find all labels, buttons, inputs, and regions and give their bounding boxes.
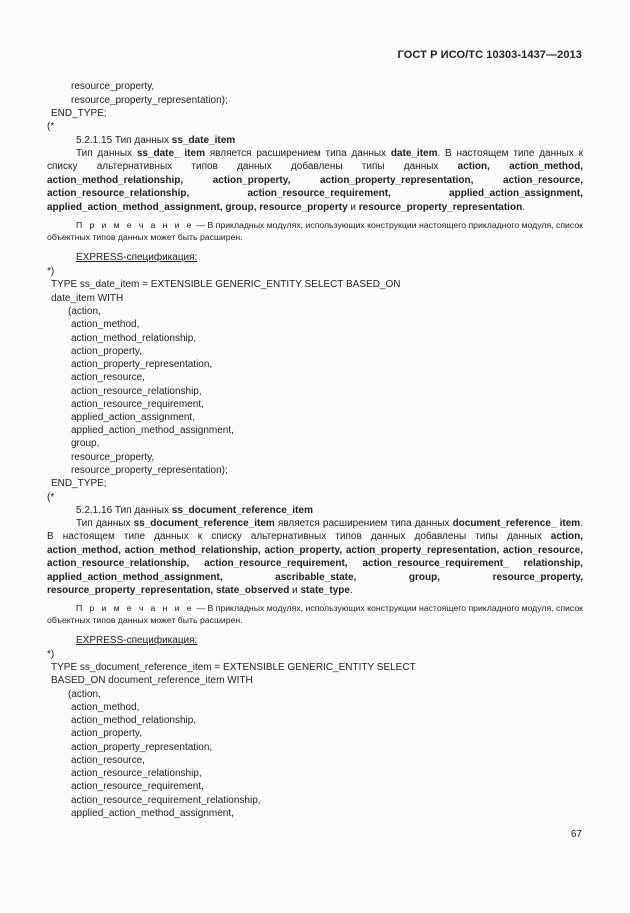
code-line: (* [47,492,55,503]
code-line: *) [47,266,55,277]
code-line: BASED_ON document_reference_item WITH [51,675,253,686]
section-16-paragraph: Тип данных ss_document_reference_item является расширением типа данных document_reference_ item. В настоящем типе данных к списку альтернативных типов данных добавлены типы данных action, action_method, action_method_relationship, action_property, action_property_representation, action_resource, action_resource_relationship, action_resource_requirement, action_resource_requirement_ relationship, applied_action_method_assignment, ascribable_state, group, resource_property, resource_property_representation, state_observed и state_type. [47,518,583,597]
page-number: 67 [570,829,582,840]
code-line: action_resource_relationship, [71,768,202,779]
section-16-note: П р и м е ч а н и е — В прикладных модулях, использующих конструкции настоящего прикладного модуля, список объектных типов данных может быть расширен. [47,603,583,626]
code-line: applied_action_assignment, [71,412,195,423]
code-line: action_method, [71,319,140,330]
code-line: action_method, [71,702,140,713]
document-header: ГОСТ Р ИСО/ТС 10303-1437—2013 [397,49,582,61]
code-line: END_TYPE; [51,108,107,119]
code-line: action_resource_requirement, [71,399,204,410]
code-line: action_resource, [71,372,145,383]
code-line: resource_property, [71,452,155,463]
express-spec-label: EXPRESS-спецификация: [76,635,198,646]
code-line: TYPE ss_document_reference_item = EXTENSIBLE GENERIC_ENTITY SELECT [51,662,416,673]
section-heading-15: 5.2.1.15 Тип данных ss_date_item [76,135,236,146]
code-line: action_resource_requirement_relationship, [71,795,261,806]
code-line: (action, [68,306,101,317]
code-line: resource_property_representation); [71,95,228,106]
code-line: END_TYPE; [51,478,107,489]
code-line: TYPE ss_date_item = EXTENSIBLE GENERIC_ENTITY SELECT BASED_ON [51,279,401,290]
code-line: resource_property_representation); [71,465,228,476]
code-line: (* [47,121,55,132]
express-spec-label: EXPRESS-спецификация: [76,252,198,263]
code-line: resource_property, [71,81,155,92]
section-15-note: П р и м е ч а н и е — В прикладных модулях, использующих конструкции настоящего прикладного модуля, список объектных типов данных может быть расширен. [47,220,583,243]
code-line: action_method_relationship, [71,715,197,726]
code-line: action_method_relationship, [71,333,197,344]
code-line: action_property, [71,346,142,357]
section-15-paragraph: Тип данных ss_date_ item является расширением типа данных date_item. В настоящем типе данных к списку альтернативных типов данных добавлены типы данных action, action_method, action_method_relationship, action_property, action_property_representation, action_resource, action_resource_relationship, action_resource_requirement, applied_action_assignment, applied_action_method_assignment, group, resource_property и resource_property_representation. [47,148,583,213]
code-line: action_resource, [71,755,145,766]
code-line: action_property_representation, [71,359,213,370]
section-heading-16: 5.2.1.16 Тип данных ss_document_reference_item [76,505,313,516]
code-line: group, [71,438,100,449]
code-line: applied_action_method_assignment, [71,425,234,436]
code-line: action_property, [71,728,142,739]
code-line: action_resource_requirement, [71,781,204,792]
code-line: action_property_representation, [71,742,213,753]
code-line: (action, [68,689,101,700]
code-line: applied_action_method_assignment, [71,808,234,819]
code-line: *) [47,649,55,660]
code-line: action_resource_relationship, [71,386,202,397]
code-line: date_item WITH [51,293,124,304]
